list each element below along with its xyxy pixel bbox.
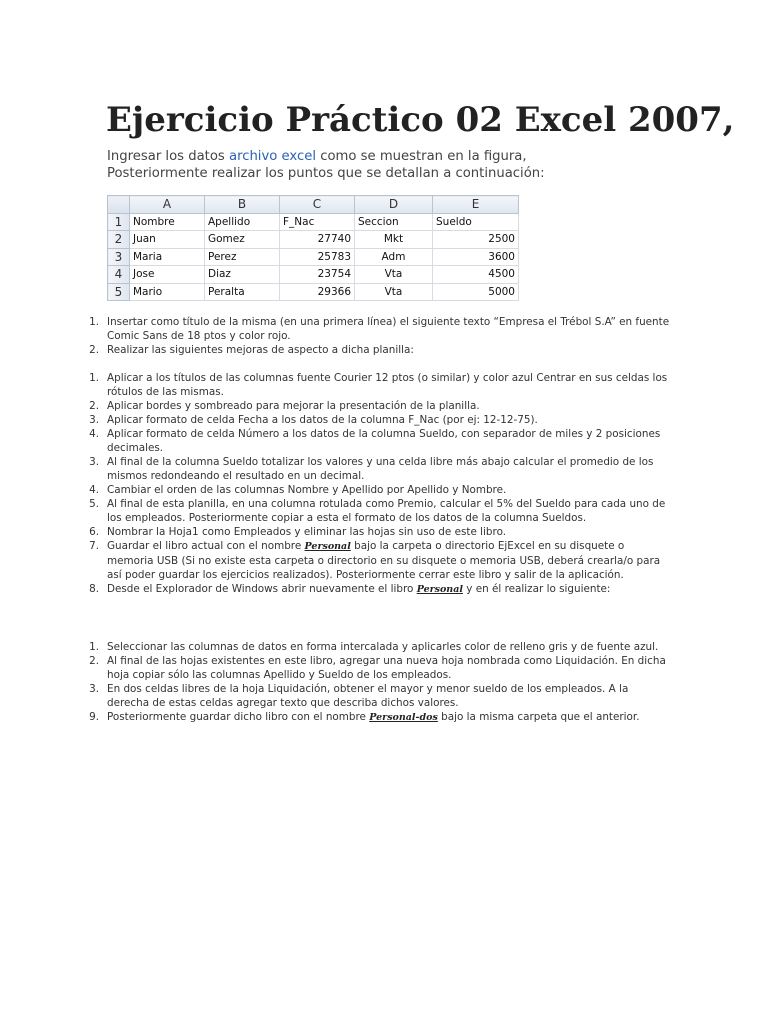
table-cell: Mario: [130, 283, 205, 301]
list-text: Nombrar la Hoja1 como Empleados y eliminar las hojas sin uso de este libro.: [107, 526, 507, 538]
table-row: [108, 266, 519, 284]
table-cell: Vta: [355, 283, 433, 301]
list-text: Aplicar bordes y sombreado para mejorar la presentación de la planilla.: [107, 400, 480, 412]
list-item: [83, 525, 673, 539]
list-item: [83, 710, 673, 725]
column-header: D: [355, 196, 433, 214]
list-number: 7.: [89, 540, 99, 552]
table-cell: 5000: [433, 283, 519, 301]
table-cell: Diaz: [205, 266, 280, 284]
file-name: Personal-dos: [369, 712, 438, 723]
intro-line-1-end: como se muestran en la figura,: [316, 149, 527, 164]
table-cell: Peralta: [205, 283, 280, 301]
column-header-row: [108, 196, 519, 214]
file-name: Personal: [304, 541, 351, 552]
table-cell: Sueldo: [433, 213, 519, 231]
list-number: 5.: [89, 498, 99, 510]
list-number: 9.: [89, 711, 99, 723]
list-text: Aplicar formato de celda Fecha a los datos de la columna F_Nac (por ej: 12-12-75).: [107, 414, 538, 426]
row-header: 5: [108, 283, 130, 301]
table-cell: 4500: [433, 266, 519, 284]
table-cell: Vta: [355, 266, 433, 284]
list-number: 1.: [89, 316, 99, 328]
table-cell: F_Nac: [280, 213, 355, 231]
corner-cell: [108, 196, 130, 214]
table-cell: 27740: [280, 231, 355, 249]
list-item: [83, 315, 673, 343]
list-text: Seleccionar las columnas de datos en forma intercalada y aplicarles color de relleno gris y de fuente azul.: [107, 641, 659, 653]
list-item: [83, 682, 673, 710]
table-cell: 29366: [280, 283, 355, 301]
list-text: Al final de esta planilla, en una columna rotulada como Premio, calcular el 5% del Sueldo para cada uno de los empleados. Posteriormente copiar a esta el formato de los datos de la columna Sueldos.: [107, 498, 666, 524]
table-cell: Adm: [355, 248, 433, 266]
list-text: bajo la misma carpeta que el anterior.: [437, 711, 640, 723]
list-text: Aplicar formato de celda Número a los datos de la columna Sueldo, con separador de miles y 2 posiciones decimales.: [107, 428, 661, 454]
list-item: [83, 343, 673, 357]
list-text: Realizar las siguientes mejoras de aspecto a dicha planilla:: [107, 344, 414, 356]
list-number: 3.: [89, 456, 99, 468]
list-item: [83, 483, 673, 497]
list-text: Al final de las hojas existentes en este libro, agregar una nueva hoja nombrada como Liquidación. En dicha hoja copiar sólo las columnas Apellido y Sueldo de los empleados.: [107, 655, 666, 681]
table-row: [108, 213, 519, 231]
instructions-list-2: [83, 371, 673, 597]
row-header: 3: [108, 248, 130, 266]
table-cell: Juan: [130, 231, 205, 249]
list-text: Aplicar a los títulos de las columnas fuente Courier 12 ptos (o similar) y color azul Centrar en sus celdas los rótulos de las mismas.: [107, 372, 668, 398]
list-text: bajo la carpeta o directorio EjExcel en su disquete o memoria USB (Si no existe esta carpeta o directorio en su disquete o memoria USB, deberá crearla/o para así poder guardar los ejercicios realizados). Posteriormente cerrar este libro y salir de la aplicación.: [107, 540, 661, 581]
archivo-excel-link[interactable]: archivo excel: [228, 149, 317, 164]
list-text: Posteriormente guardar dicho libro con el nombre: [107, 711, 370, 723]
list-text: Cambiar el orden de las columnas Nombre y Apellido por Apellido y Nombre.: [107, 484, 507, 496]
intro-text: [107, 148, 707, 182]
list-item: [83, 539, 673, 582]
list-number: 4.: [89, 484, 99, 496]
list-text: Al final de la columna Sueldo totalizar los valores y una celda libre más abajo calcular el promedio de los mismos redondeando el resultado en un decimal.: [107, 456, 654, 482]
list-item: [83, 497, 673, 525]
table-cell: Gomez: [205, 231, 280, 249]
list-number: 3.: [89, 683, 99, 695]
list-item: [83, 413, 673, 427]
list-number: 6.: [89, 526, 99, 538]
list-item: [83, 399, 673, 413]
list-item: [83, 654, 673, 682]
intro-line-2: Posteriormente realizar los puntos que se detallan a continuación:: [107, 166, 545, 181]
column-header: A: [130, 196, 205, 214]
table-cell: 25783: [280, 248, 355, 266]
list-number: 4.: [89, 428, 99, 440]
table-cell: Perez: [205, 248, 280, 266]
file-name: Personal: [416, 584, 463, 595]
list-text: Guardar el libro actual con el nombre: [107, 540, 305, 552]
list-item: [83, 455, 673, 483]
column-header: B: [205, 196, 280, 214]
list-item: [83, 371, 673, 399]
table-cell: Apellido: [205, 213, 280, 231]
list-item: [83, 427, 673, 455]
row-header: 2: [108, 231, 130, 249]
table-cell: 23754: [280, 266, 355, 284]
list-number: 2.: [89, 344, 99, 356]
row-header: 4: [108, 266, 130, 284]
table-row: [108, 231, 519, 249]
row-header: 1: [108, 213, 130, 231]
list-text: Insertar como título de la misma (en una primera línea) el siguiente texto “Empresa el Trébol S.A” en fuente Comic Sans de 18 ptos y color rojo.: [107, 316, 670, 342]
table-cell: Seccion: [355, 213, 433, 231]
spreadsheet-figure: [107, 195, 519, 301]
table-cell: 2500: [433, 231, 519, 249]
table-cell: Maria: [130, 248, 205, 266]
list-number: 1.: [89, 641, 99, 653]
list-number: 1.: [89, 372, 99, 384]
table-cell: 3600: [433, 248, 519, 266]
list-item: [83, 582, 673, 597]
table-cell: Nombre: [130, 213, 205, 231]
intro-line-1: [107, 148, 707, 165]
page-title: Ejercicio Práctico 02 Excel 2007,: [106, 100, 735, 140]
list-text: En dos celdas libres de la hoja Liquidación, obtener el mayor y menor sueldo de los empleados. A la derecha de estas celdas agregar texto que describa dichos valores.: [107, 683, 629, 709]
list-text: Desde el Explorador de Windows abrir nuevamente el libro: [107, 583, 417, 595]
list-item: [83, 640, 673, 654]
list-number: 2.: [89, 655, 99, 667]
instructions-list-1: [83, 315, 673, 357]
table-row: [108, 283, 519, 301]
list-number: 2.: [89, 400, 99, 412]
list-text: y en él realizar lo siguiente:: [462, 583, 611, 595]
column-header: C: [280, 196, 355, 214]
list-number: 8.: [89, 583, 99, 595]
intro-line-1-start: Ingresar los datos: [107, 149, 229, 164]
list-number: 3.: [89, 414, 99, 426]
table-row: [108, 248, 519, 266]
column-header: E: [433, 196, 519, 214]
table-cell: Mkt: [355, 231, 433, 249]
table-cell: Jose: [130, 266, 205, 284]
instructions-list-3: [83, 640, 673, 725]
